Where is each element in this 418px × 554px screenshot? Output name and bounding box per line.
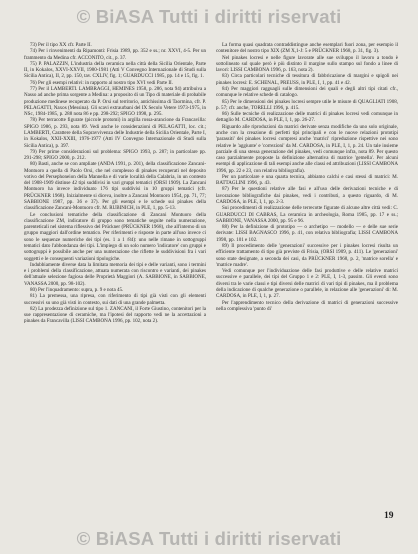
footnote-paragraph: 82) La prodezza definizione sul tipo 1. ZANCANI, il Forte Giustino, contenitori per la sue rappresentazione di ceramiche, ma l'ipotesi del rapporto vedi ne la accettazioni a pinakes da Francavilla (LISSI CAMBONA 1996, pp. 102, nota 2).: [24, 305, 206, 325]
footnote-paragraph: 77) Per il LAMBERTI. LAMBRAGGI, HEMINES 1958, p. 286, nota 94) attribuiva a Nasso ad anche prima sorgente a Medina: a proposito di un Tipo di materiale di probabile produzione medinese recuperato da P. Orsi sul territorio, antichissima di Taormina, cfr. P. PELAGATTI, Naxos (Messina). Gli scavi extraurbani del IX Secolo Vetere 1973-1975, in NSc, 1984-1985, p. 288 nota 86 e pp. 298-292; SPIGO 1998, p. 295.: [24, 85, 206, 118]
footnote-paragraph: 73) Per il tipo XX cfr. Parte II.: [30, 42, 92, 48]
footnote-paragraph: 75) P. PALAZZIN, L'industria della ceramica nella città della Sicilia Orientale, Parte II, in Kokalos, XXVI-XXVII, 1980-1981 (Atti V Convegno Internazionale di Studi sulla Sicilia Antica), II, 2, pp. 150, tav. CXLIV, fig. 1; GUARDUCCI 1985, pp. 14 e 15, fig. 1.: [24, 60, 206, 80]
right-column: [216, 42, 398, 518]
footnote-paragraph: 87) Per le questioni relative alle fasi e all'uso delle derivazioni tecniche e di lavorazione bibliografiche dai pinakes, vedi i contributi, a questo riguardo, di M. CARDOSA, in PLE, I, 1, pp. 2-3.: [216, 186, 398, 206]
footnote-paragraph: Indubbiamente diverse data la limitata memoria dei tipi e delle varianti, sono i termini e i problemi della classificazione, attuata numerata con riscontro e varianti, dei pinakes dell'attuale selezione fagiosa delle Proprietà Maggiori (A. SABBIONE, in SABBIONE, VANASSA 2000, pp. 98-102).: [24, 261, 206, 287]
footnote-paragraph: Vedi comunque per l'individuazione delle fasi produttive e delle relative matrici successive e parallele, dei tipi del Gruppo 1 e 2: PLE, I, 1-3, passim. Gli eventi sono diversi tra le varie classi e tipi diversi delle matrici di vari tipi di pinakes, ma il problema della indicazione di qualche generazione o parallele, in relazione alle 'generazioni' di: M. CARDOSA, in PLE, I, 1, p. 27.: [216, 268, 398, 300]
footnote-paragraph: Per l'apprendimento tecnico della derivazione di matrici di generazioni successive nella complessiva 'punto di': [216, 299, 398, 312]
footnote-paragraph: Le conclusioni tematiche della classificazione di Zancani Montuoro della classificazione ZM, indicatore di gruppo sono tematiche seguite nella numerazione, parenteticali nel sistema riflessivo del Prückner (PRÜCKNER 1968), che all'interno di un gruppo maggiori dall'ordine tematico. Per riferimenti e risposte in parte all'uso invece ci sono le sequenze numeriche dei tipi (es. 1 a 1 /84): uno nelle rimane in sottogruppi tematici dato l'abbondanza dei tipi. L'impiego di un solo numero 'indicatore' con gruppi e sottogruppi è possibile anche per una numerazione che riflette le suddivisioni fra i vari soggetti e le conseguenti variazioni tipologiche.: [24, 211, 206, 262]
footnote-paragraph: 86) Sulle tecniche di realizzazione delle matrici di pinakes locresi vedi comunque in dettaglio M. CARDOSA, in PLE, I, 1, pp. 26-27.: [216, 111, 398, 124]
footnote-paragraph: 85) Per le dimensioni dei pinakes locresi sempre utile le misure di QUAGLIATI 1908, p. 57; cfr. anche, TORELLI 1996, p. 415.: [216, 98, 398, 111]
footnote-paragraph: 80) Per l'inquadramento: supra, p. 9 e nota 45.: [30, 286, 124, 293]
footnote-paragraph: 76) Per gli esempi relativi: in rapporto al nostro tipo XVI vedi Parte II.: [30, 79, 173, 86]
footnote-paragraph: 78) Per terracotte figurate (piccole protomi) in argilla rossa-arancione da Francavilla: SPIGO 1986, p. 293, nota 89. Vedi anche le considerazioni di PELAGATTI, loc. cit.; LAMBERTI, Carattere della Sopravvivenza delle Industrie della Sicilia Orientale, Parte I, in Kokalos, XXII-XXIII, 1976-1977 (Atti IV Convegno Internazionale di Studi sulla Sicilia Antica), p. 397.: [24, 117, 206, 149]
footnote-paragraph: Sui procedimenti di realizzazione delle terrecotte figurate di alcune altre città vedi: C. GUARDUCCI DI CABRAS, La ceramica in archeologia, Roma 1985, pp. 17 e ss.; SABBIONE, VANASSA 2000, pp. 95 e 96.: [216, 205, 398, 224]
footnote-paragraph: 80) Basti, anche se con ampliate (ANDA 1991, p. 201), della classificazione Zancani-Montuoro a quella di Paolo Orsi, che nel complesso di pinakes recuperati nel deposito votivo del Persephoneion della Mannella e di varie località della Calabria, in un contesto del 1908-1909 distinse 42 tipi suddivisi in vari gruppi tematici (ORSI 1909). La Zancani Montuoro ha invece individuato 176 tipi suddivisi in 10 gruppi tematici (cfr. PRÜCKNER 1968). Inizialmente si diceva, inoltre a Zancani Montuoro 1954, pp. 71, 77; SABBIONE 1987, pp. 36 e 37). Per gli esempi e le schede sui pinakes della classificazione Zancani-Montuoro cfr. M. RUBINICH, in PLE, 1, pp. 5-13.: [24, 161, 206, 212]
footnote-paragraph: 84) Per maggiori ragguagli sulle dimensioni dei quali e degli altri tipi citati cfr., comunque le relative schede di catalogo.: [216, 85, 398, 99]
watermark-bottom: © BiASA Tutti i diritti riservati: [76, 528, 342, 549]
footnote-paragraph: 88) Per la definizione di prototipo — o archetipo — modello — e delle sue serie derivate: LISSI BAGNASCO 1996, p. 41, con relativa bibliografia; LISSI CAMBONA 1998, pp. 101 e 102.: [216, 224, 398, 243]
watermark-top: © BiASA Tutti i diritti riservati: [76, 6, 342, 27]
page-number: 19: [384, 511, 394, 521]
footnote-paragraph: La forma quasi quadrata contraddistingue anche esemplari fuori zona, per esempio il contenitore del nostro tipo XIX (ZM X,1-J: 5 e PRÜCKNER 1968, p. 31, fig. 3).: [216, 42, 398, 55]
footnote-paragraph: 83) Circa particolari tecniche di tessitura di fabbricazione di margini e spigoli nei pinakes locresi: E. SCHENAL, PREUSS, in PLE, I, 1, pp. 41 e 42.: [216, 73, 398, 86]
footnote-paragraph: 89) Il procedimento delle 'generazioni' successive per i pinakes locresi risulta un efficiente trattamento di tipo già previste di Frisia, (ORSI 1909, p. 411). Le 'generazioni' sono state designate, a seconda dei casi, da PRÜCKNER 1968, p. 2, 'matrice sorella' e 'matrice madre'.: [216, 243, 398, 268]
footnote-paragraph: 81) La premessa, una ripresa, con riferimento di tipi già visti con gli elementi successivi su uno già visti in contesto, sui dati di una grande palmetta.: [24, 293, 206, 306]
footnote-paragraph: Per un particolare e una quarta tecnica, abbiamo calchi e casi stessi di matrici: M. BATTAGLINI 1996, p. 43.: [216, 173, 398, 187]
footnote-paragraph: 79) Per prime considerazioni sul problema: SPIGO 1993, p. 287; in particolare pp. 291-298; SPIGO 2000, p. 212.: [24, 148, 206, 162]
document-page: [24, 42, 398, 518]
footnote-paragraph: 74) Per i rinvenimenti da Ripamonti: Frisia 1989, pp. 352 e ss.; nr. XXVI, 4-5. Per un frammento da Medina cfr. ACCONITO, cit., p. 37.: [24, 48, 206, 61]
footnote-paragraph: Riguardo alle riproduzioni da matrici derivate senza modifiche da uno solo originale, anche con la creazione di perfetti tipi principali e con le nuove relazioni prototipi 'parassiti' dei pinakes locresi compresi anche 'matrici' ripreduzione rispettive nei sono relative le 'aggiunte' e 'correzioni' da M. CARDOSA, in PLE, I, 1, p. 24. Un tale insieme parziale di una stessa generazione del pinakes, vedi comunque infra, nota 89. Per questo caso parzialmente proposte la definizione alternativa di matrice 'gemella'. Per alcuni esempi di applicazione di tali esempi anche alle classi ed attribuzioni (LISSI CAMBONA 1996, pp. 22 e 23, con relativa bibliografia).: [216, 123, 398, 174]
left-column: [24, 42, 206, 518]
footnote-paragraph: Nel pinakes locresi e nelle figure lavorate alle sue sviluppo il lavoro a tondo è sottolineato sul quale però è più distinto il margine sullo stampo sul fondo a linee di lavori: LISSI CAMBONA 1996, p. 163, nota 2).: [216, 54, 398, 74]
